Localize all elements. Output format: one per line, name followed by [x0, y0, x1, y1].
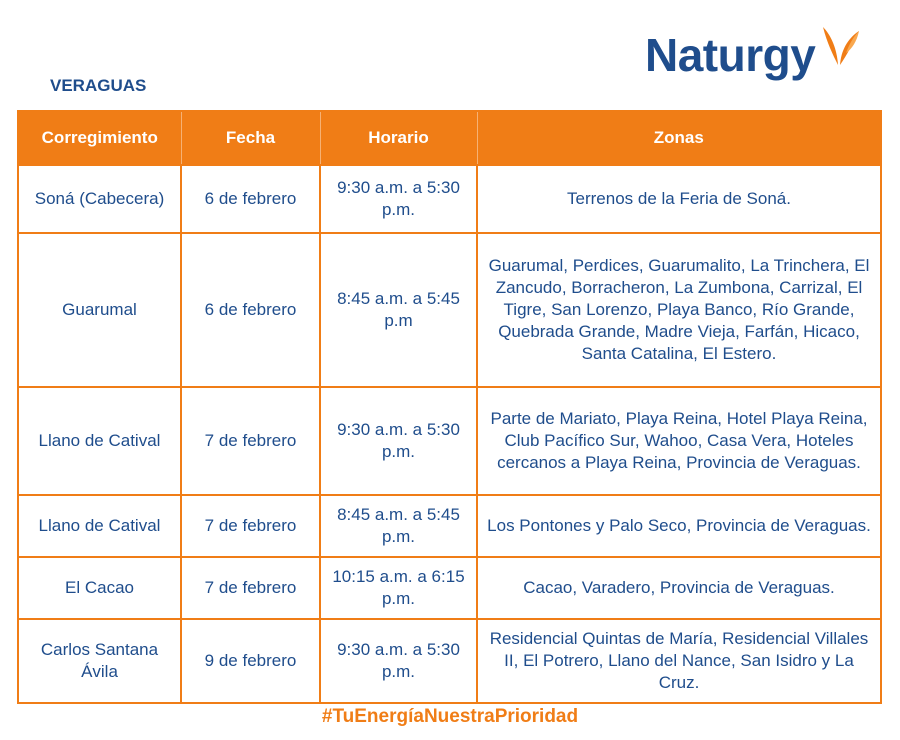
cell-zonas: Los Pontones y Palo Seco, Provincia de Veraguas.	[477, 495, 881, 557]
cell-corregimiento: Soná (Cabecera)	[18, 165, 181, 233]
cell-zonas: Cacao, Varadero, Provincia de Veraguas.	[477, 557, 881, 619]
table-row	[18, 619, 881, 703]
table-row	[18, 557, 881, 619]
region-title: VERAGUAS	[50, 76, 147, 95]
logo-text: Naturgy	[645, 29, 816, 81]
cell-corregimiento: Carlos Santana Ávila	[18, 619, 181, 703]
cell-fecha: 6 de febrero	[181, 165, 320, 233]
campaign-hashtag: #TuEnergíaNuestraPrioridad	[321, 706, 579, 727]
table-row	[18, 495, 881, 557]
schedule-table	[17, 110, 882, 704]
butterfly-icon	[819, 23, 863, 74]
header-corregimiento: Corregimiento	[18, 111, 181, 165]
table-row	[18, 165, 881, 233]
cell-horario: 10:15 a.m. a 6:15 p.m.	[320, 557, 477, 619]
cell-horario: 9:30 a.m. a 5:30 p.m.	[320, 619, 477, 703]
naturgy-logo	[645, 28, 863, 82]
cell-corregimiento: Llano de Catival	[18, 495, 181, 557]
cell-horario: 9:30 a.m. a 5:30 p.m.	[320, 387, 477, 495]
cell-zonas: Guarumal, Perdices, Guarumalito, La Trinchera, El Zancudo, Borracheron, La Zumbona, Carrizal, El Tigre, San Lorenzo, Playa Banco, Río Grande, Quebrada Grande, Madre Vieja, Farfán, Hicaco, Santa Catalina, El Estero.	[477, 233, 881, 387]
cell-horario: 8:45 a.m. a 5:45 p.m.	[320, 495, 477, 557]
cell-corregimiento: Llano de Catival	[18, 387, 181, 495]
cell-fecha: 9 de febrero	[181, 619, 320, 703]
header-fecha: Fecha	[181, 111, 320, 165]
cell-corregimiento: El Cacao	[18, 557, 181, 619]
cell-fecha: 7 de febrero	[181, 557, 320, 619]
cell-horario: 8:45 a.m. a 5:45 p.m	[320, 233, 477, 387]
table-row	[18, 233, 881, 387]
cell-fecha: 6 de febrero	[181, 233, 320, 387]
cell-horario: 9:30 a.m. a 5:30 p.m.	[320, 165, 477, 233]
cell-zonas: Terrenos de la Feria de Soná.	[477, 165, 881, 233]
table-row	[18, 387, 881, 495]
header-zonas: Zonas	[477, 111, 881, 165]
cell-fecha: 7 de febrero	[181, 495, 320, 557]
header-horario: Horario	[320, 111, 477, 165]
cell-corregimiento: Guarumal	[18, 233, 181, 387]
cell-fecha: 7 de febrero	[181, 387, 320, 495]
cell-zonas: Parte de Mariato, Playa Reina, Hotel Playa Reina, Club Pacífico Sur, Wahoo, Casa Vera, Hoteles cercanos a Playa Reina, Provincia de Veraguas.	[477, 387, 881, 495]
cell-zonas: Residencial Quintas de María, Residencial Villales II, El Potrero, Llano del Nance, San Isidro y La Cruz.	[477, 619, 881, 703]
table-header-row	[18, 111, 881, 165]
